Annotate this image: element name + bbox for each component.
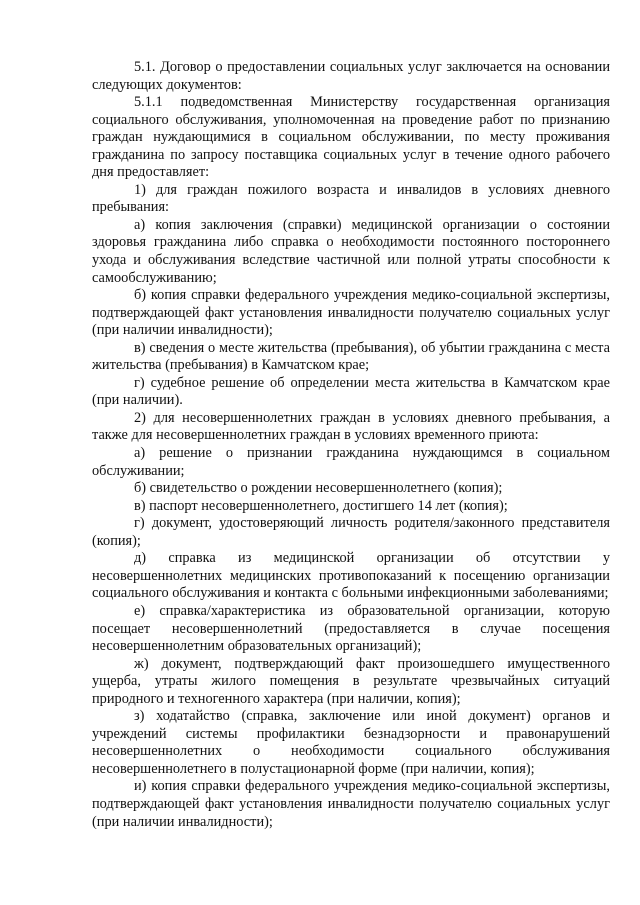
paragraph-item-1: 1) для граждан пожилого возраста и инвалидов в условиях дневного пребывания: [92, 181, 610, 216]
paragraph-item-2d: д) справка из медицинской организации об отсутствии у несовершеннолетних медицинских противопоказаний к посещению организации социального обслуживания и контакта с больными инфекционными заболеваниями; [92, 550, 610, 602]
paragraph-item-2e: е) справка/характеристика из образовательной организации, которую посещает несовершеннолетний (предоставляется в случае посещения несовершеннолетним образовательных организаций); [92, 602, 610, 655]
paragraph-item-2g: г) документ, удостоверяющий личность родителя/законного представителя (копия); [92, 515, 610, 549]
paragraph-item-2: 2) для несовершеннолетних граждан в условиях дневного пребывания, а также для несовершеннолетних граждан в условиях временного приюта: [92, 409, 610, 444]
paragraph-5-1: 5.1. Договор о предоставлении социальных услуг заключается на основании следующих документов: [92, 59, 610, 93]
paragraph-item-2b: б) свидетельство о рождении несовершеннолетнего (копия); [134, 480, 503, 497]
paragraph-item-1g: г) судебное решение об определении места жительства в Камчатском крае (при наличии). [92, 374, 610, 409]
paragraph-item-2a: а) решение о признании гражданина нуждающимся в социальном обслуживании; [92, 445, 610, 479]
paragraph-item-2z: з) ходатайство (справка, заключение или иной документ) органов и учреждений системы профилактики безнадзорности и правонарушений несовершеннолетних о необходимости социального обслуживания несовершеннолетнего в полустационарной форме (при наличии, копия); [92, 708, 610, 777]
paragraph-item-1v: в) сведения о месте жительства (пребывания), об убытии гражданина с места жительства (пребывания) в Камчатском крае; [92, 339, 610, 374]
paragraph-item-2zh: ж) документ, подтверждающий факт произошедшего имущественного ущерба, утраты жилого помещения в результате чрезвычайных ситуаций природного и техногенного характера (при наличии, копия); [92, 655, 610, 707]
paragraph-item-1a: а) копия заключения (справки) медицинской организации о состоянии здоровья гражданина либо справка о необходимости постоянного постороннего ухода и обслуживания вследствие частичной или полной утраты способности к самообслуживанию; [92, 216, 610, 286]
paragraph-item-2i: и) копия справки федерального учреждения медико-социальной экспертизы, подтверждающей факт установления инвалидности получателю социальных услуг (при наличии инвалидности); [92, 778, 610, 830]
paragraph-item-2v: в) паспорт несовершеннолетнего, достигшего 14 лет (копия); [134, 497, 508, 514]
document-body [92, 59, 610, 831]
paragraph-5-1-1: 5.1.1 подведомственная Министерству государственная организация социального обслуживания, уполномоченная на проведение работ по признанию граждан нуждающимися в социальном обслуживании, по месту проживания гражданина по запросу поставщика социальных услуг в течение одного рабочего дня предоставляет: [92, 94, 610, 181]
paragraph-item-1b: б) копия справки федерального учреждения медико-социальной экспертизы, подтверждающей факт установления инвалидности получателю социальных услуг (при наличии инвалидности); [92, 287, 610, 339]
